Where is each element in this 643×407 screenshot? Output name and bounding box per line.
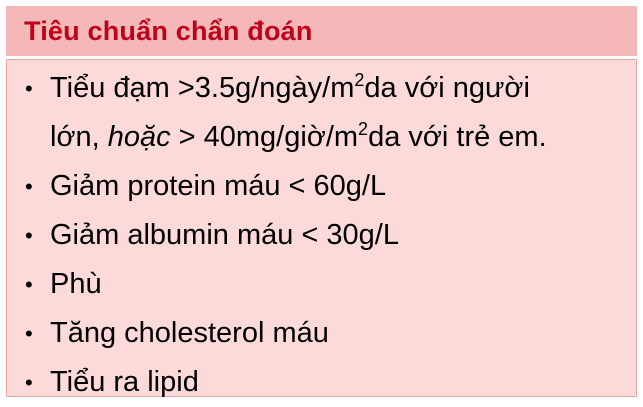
section-title: Tiêu chuẩn chẩn đoán	[24, 15, 313, 46]
criteria-item-proteinuria-continued	[7, 113, 636, 162]
bullet-icon: •	[25, 76, 33, 101]
criteria-text: Tăng cholesterol máu	[50, 317, 329, 349]
criteria-item-proteinuria	[7, 64, 636, 113]
criteria-item-lipiduria	[7, 358, 636, 407]
criteria-text: da với người	[364, 72, 530, 104]
criteria-item-albumin	[7, 211, 636, 260]
criteria-text: da với trẻ em.	[368, 121, 547, 153]
criteria-panel	[6, 59, 637, 397]
bullet-icon: •	[25, 174, 33, 199]
criteria-item-cholesterol	[7, 309, 636, 358]
superscript: 2	[354, 70, 365, 90]
criteria-text: Phù	[50, 268, 102, 300]
criteria-text: Giảm albumin máu < 30g/L	[50, 219, 399, 251]
criteria-list	[7, 64, 636, 407]
criteria-text: > 40mg/giờ/m	[170, 121, 359, 153]
criteria-text: Tiểu đạm >3.5g/ngày/m	[50, 72, 355, 104]
criteria-text-italic: hoặc	[107, 121, 171, 153]
superscript: 2	[358, 119, 369, 139]
criteria-text: Tiểu ra lipid	[50, 366, 199, 398]
criteria-item-protein	[7, 162, 636, 211]
bullet-icon: •	[25, 223, 33, 248]
criteria-text: lớn,	[50, 121, 108, 153]
criteria-item-edema	[7, 260, 636, 309]
section-header	[6, 6, 637, 56]
criteria-text: Giảm protein máu < 60g/L	[50, 170, 387, 202]
bullet-icon: •	[25, 370, 33, 395]
bullet-icon: •	[25, 272, 33, 297]
bullet-icon: •	[25, 321, 33, 346]
